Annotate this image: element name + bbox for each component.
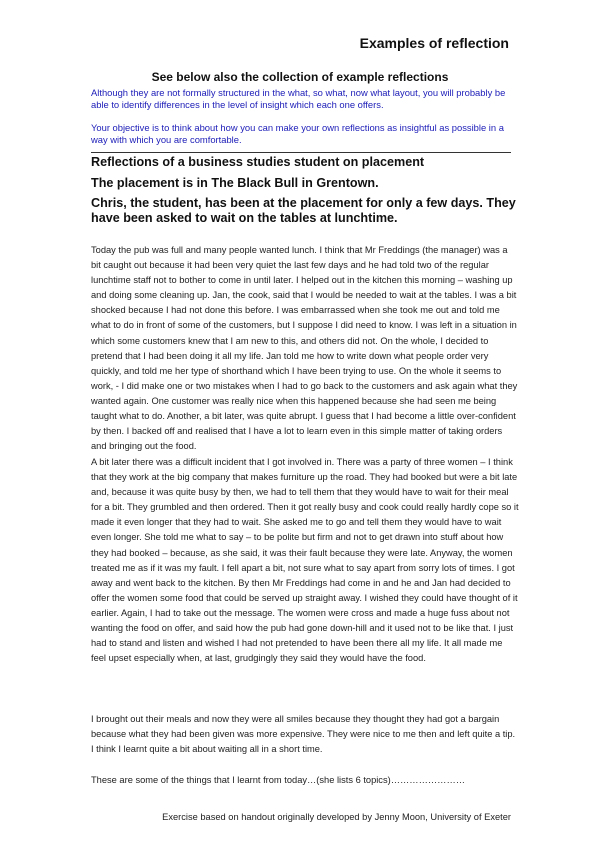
divider (91, 152, 511, 153)
section-heading: The placement is in The Black Bull in Grentown. (91, 176, 379, 190)
body-paragraph: These are some of the things that I learnt from today…(she lists 6 topics)…………………… (91, 775, 466, 785)
section-heading: Reflections of a business studies student on placement (91, 155, 425, 169)
body-paragraph: I brought out their meals and now they were all smiles because they thought they had got a bargain because what they had been given was more expensive. They were nice to me then and left quite a tip. I think I learnt quite a bit about waiting all in a short time. (91, 714, 516, 755)
page-title: Examples of reflection (359, 35, 509, 51)
intro-paragraph: Although they are not formally structured in the what, so what, now what layout, you will probably be able to identify differences in the level of insight which each one offers. (91, 87, 506, 110)
intro-paragraph: Your objective is to think about how you can make your own reflections as insightful as possible in a way with which you are comfortable. (91, 122, 504, 145)
body-paragraph: Today the pub was full and many people wanted lunch. I think that Mr Freddings (the manager) was a bit caught out because it had been very quiet the last few days and he had told two of the regular lunchtime staff not to bother to come in until later. I helped out in the kitchen this morning – washing up and doing some cleaning up. Jan, the cook, said that I would be needed to wait at the tables. I was a bit shocked because I had not done this before. I was embarrassed when she took me out and told me what to do in front of some of the customers, but I suppose I did need to know. I was left in a situation in which some customers knew that I am new to this, and others did not. On the whole, I decided to pretend that I had been doing it all my life. Jan told me how to write down what people order very quickly, and told me her type of shorthand which I have been trying to use. On the whole it seems to work, - I did make one or two mistakes when I had to go back to the customers and ask again what they wanted again. One customer was really nice when this happened because she had seen me being taught what to do. Another, a bit later, was quite abrupt. I guess that I had become a little over-confident by then. I backed off and realised that I have a lot to learn even in this simple matter of taking orders and bringing out the food. (91, 245, 518, 452)
footer-credit: Exercise based on handout originally developed by Jenny Moon, University of Exeter (162, 812, 511, 822)
subheading: See below also the collection of example reflections (151, 70, 449, 84)
section-heading: Chris, the student, has been at the placement for only a few days. They have been asked to wait on the tables at lunchtime. (91, 196, 516, 225)
body-paragraph: A bit later there was a difficult incident that I got involved in. There was a party of three women – I think that they work at the big company that makes furniture up the road. They had booked but were a bit late and, because it was quite busy by then, we had to tell them that they would have to wait for their meal for a bit. They grumbled and then ordered. Then it got really busy and cook could really hardly cope so it made it even longer that they had to wait. She asked me to go and tell them they would have to wait even longer. She told me what to say – to be polite but firm and not to get drawn into stuff about how they had booked – because, as she said, it was their fault because they were late. Anyway, the women treated me as if it was my fault. I fell apart a bit, not sure what to say apart from sorry lots of times. I got away and went back to the kitchen. By then Mr Freddings had come in and he and Jan had decided to offer the women some food that could be served up straight away. I wished they could have thought of it earlier. Again, I had to take out the message. The women were cross and made a huge fuss about not wanting the food on offer, and said how the pub had gone down-hill and it used not to be like that. I just had to stand and listen and wished I had not pretended to have been there all my life. It all made me feel upset especially when, at last, grudgingly they said they would have the food. (91, 457, 519, 664)
